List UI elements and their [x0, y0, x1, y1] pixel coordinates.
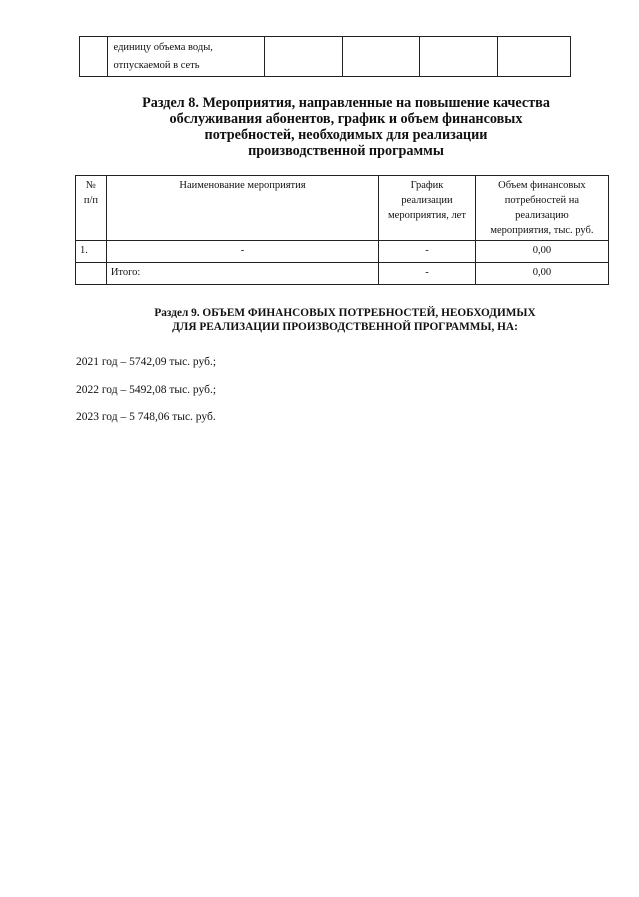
- header-text: реализацию: [515, 210, 569, 221]
- cell-volume: 0,00: [475, 241, 608, 263]
- cell-name: -: [106, 241, 378, 263]
- table-cell: [342, 37, 420, 77]
- table-cell: [107, 37, 265, 77]
- section-9-title: [80, 306, 610, 334]
- header-text: п/п: [83, 195, 98, 206]
- cell-num: [76, 263, 107, 285]
- title-line: ДЛЯ РЕАЛИЗАЦИИ ПРОИЗВОДСТВЕННОЙ ПРОГРАММЫ, НА:: [172, 321, 518, 333]
- title-line: обслуживания абонентов, график и объем финансовых: [169, 111, 523, 127]
- header-text: №: [85, 180, 96, 191]
- events-table: [75, 175, 609, 285]
- title-line: Раздел 8. Мероприятия, направленные на повышение качества: [142, 95, 550, 111]
- cell-text: отпускаемой в сеть: [113, 60, 200, 71]
- cell-text: единицу объема воды,: [113, 42, 213, 53]
- table-cell: [80, 37, 108, 77]
- table-row: [76, 241, 609, 263]
- table-total-row: [76, 263, 609, 285]
- title-line: Раздел 9. ОБЪЕМ ФИНАНСОВЫХ ПОТРЕБНОСТЕЙ, НЕОБХОДИМЫХ: [154, 307, 536, 319]
- continuation-table: [79, 36, 571, 77]
- title-line: потребностей, необходимых для реализации: [204, 127, 488, 143]
- table-row: [80, 37, 571, 77]
- cell-total-label: Итого:: [106, 263, 378, 285]
- budget-line-2022: 2022 год – 5492,08 тыс. руб.;: [76, 384, 217, 396]
- header-text: реализации: [401, 195, 453, 206]
- header-schedule: [379, 176, 476, 241]
- table-cell: [498, 37, 571, 77]
- header-name: [106, 176, 378, 241]
- table-cell: [420, 37, 498, 77]
- section-8-title: [60, 95, 632, 159]
- budget-line-2021: 2021 год – 5742,09 тыс. руб.;: [76, 356, 217, 368]
- table-cell: [265, 37, 343, 77]
- header-text: мероприятия, лет: [388, 210, 466, 221]
- header-volume: [475, 176, 608, 241]
- header-text: Объем финансовых: [498, 180, 586, 191]
- budget-line-2023: 2023 год – 5 748,06 тыс. руб.: [76, 411, 216, 423]
- cell-num: 1.: [76, 241, 107, 263]
- title-line: производственной программы: [248, 143, 444, 159]
- header-text: мероприятия, тыс. руб.: [490, 225, 594, 236]
- cell-schedule: -: [379, 263, 476, 285]
- table-header-row: [76, 176, 609, 241]
- cell-schedule: -: [379, 241, 476, 263]
- header-text: потребностей на: [504, 195, 580, 206]
- header-num: [76, 176, 107, 241]
- cell-volume: 0,00: [475, 263, 608, 285]
- header-text: График: [410, 180, 444, 191]
- header-text: Наименование мероприятия: [179, 180, 306, 191]
